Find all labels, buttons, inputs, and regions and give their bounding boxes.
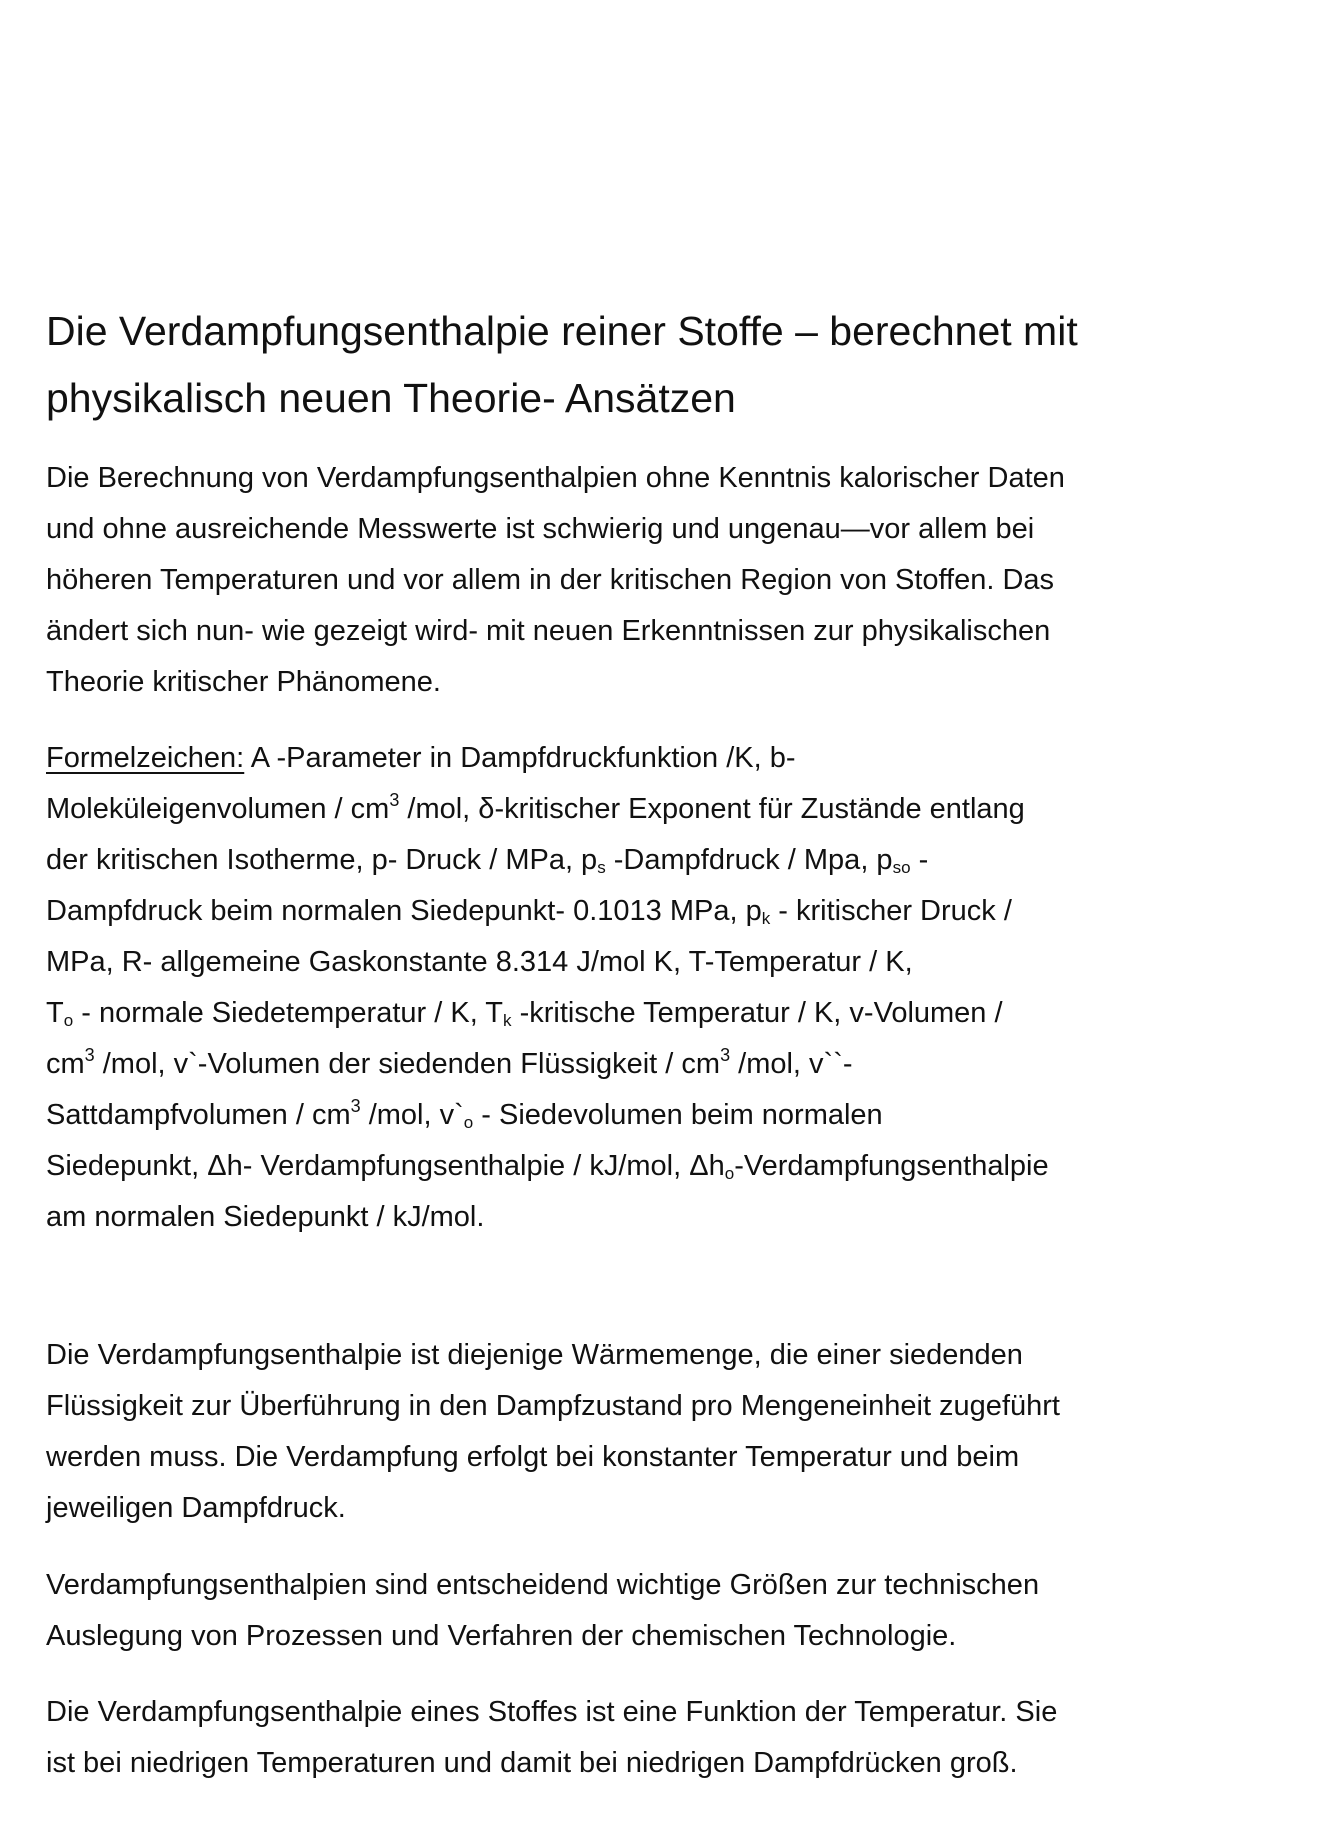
importance-paragraph <box>46 1560 1306 1662</box>
text-segment: Dampfdruck beim normalen Siedepunkt- 0.1013 MPa, p <box>46 895 762 927</box>
text-line: Verdampfungsenthalpien sind entscheidend wichtige Größen zur technischen <box>46 1569 1040 1601</box>
title-line: physikalisch neuen Theorie- Ansätzen <box>46 375 736 421</box>
text-line: werden muss. Die Verdampfung erfolgt bei konstanter Temperatur und beim <box>46 1441 1020 1473</box>
text-segment: /mol, v`-Volumen der siedenden Flüssigkeit / cm <box>94 1048 721 1080</box>
symbols-paragraph <box>46 733 1306 1243</box>
text-line <box>46 988 1306 1039</box>
subscript: so <box>892 858 911 877</box>
text-segment: -Verdampfungsenthalpie <box>734 1150 1049 1182</box>
text-line <box>46 835 1306 886</box>
text-line: MPa, R- allgemeine Gaskonstante 8.314 J/mol K, T-Temperatur / K, <box>46 946 913 978</box>
text-line: Die Verdampfungsenthalpie ist diejenige Wärmemenge, die einer siedenden <box>46 1339 1023 1371</box>
text-line <box>46 784 1306 835</box>
text-segment: /mol, v``- <box>730 1048 853 1080</box>
text-segment: der kritischen Isotherme, p- Druck / MPa, p <box>46 844 598 876</box>
text-line: Flüssigkeit zur Überführung in den Dampfzustand pro Mengeneinheit zugeführt <box>46 1390 1060 1422</box>
text-line <box>46 886 1306 937</box>
text-segment: Moleküleigenvolumen / cm <box>46 793 390 825</box>
subscript: o <box>63 1011 74 1030</box>
intro-paragraph <box>46 453 1306 708</box>
text-line: höheren Temperaturen und vor allem in der kritischen Region von Stoffen. Das <box>46 564 1055 596</box>
text-segment: cm <box>46 1048 85 1080</box>
text-segment: /mol, δ-kritischer Exponent für Zustände entlang <box>399 793 1025 825</box>
document-title <box>46 298 1296 432</box>
text-segment: Sattdampfvolumen / cm <box>46 1099 351 1131</box>
superscript: 3 <box>720 1045 731 1065</box>
text-line <box>46 1090 1306 1141</box>
subscript: o <box>463 1113 474 1132</box>
text-line: Auslegung von Prozessen und Verfahren der chemischen Technologie. <box>46 1620 957 1652</box>
superscript: 3 <box>84 1045 95 1065</box>
text-line: Die Berechnung von Verdampfungsenthalpien ohne Kenntnis kalorischer Daten <box>46 462 1065 494</box>
text-segment: A -Parameter in Dampfdruckfunktion /K, b- <box>244 742 796 774</box>
text-segment: - normale Siedetemperatur / K, T <box>73 997 504 1029</box>
subscript: k <box>503 1011 512 1030</box>
symbols-heading: Formelzeichen: <box>46 742 245 774</box>
text-segment: Siedepunkt, Δh- Verdampfungsenthalpie / kJ/mol, Δh <box>46 1150 725 1182</box>
text-line <box>46 733 1306 784</box>
subscript: o <box>724 1164 735 1183</box>
text-segment: /mol, v` <box>360 1099 464 1131</box>
text-line: am normalen Siedepunkt / kJ/mol. <box>46 1201 485 1233</box>
definition-paragraph <box>46 1330 1306 1534</box>
text-segment: -Dampfdruck / Mpa, p <box>605 844 893 876</box>
superscript: 3 <box>350 1096 361 1116</box>
text-line: ist bei niedrigen Temperaturen und damit bei niedrigen Dampfdrücken groß. <box>46 1747 1018 1779</box>
text-line <box>46 1141 1306 1192</box>
text-line: Theorie kritischer Phänomene. <box>46 666 441 698</box>
text-line <box>46 1039 1306 1090</box>
subscript: k <box>761 909 771 928</box>
text-segment: - <box>910 844 929 876</box>
text-segment: - Siedevolumen beim normalen <box>473 1099 883 1131</box>
temperature-paragraph <box>46 1687 1306 1789</box>
text-line: jeweiligen Dampfdruck. <box>46 1492 346 1524</box>
text-segment: -kritische Temperatur / K, v-Volumen / <box>511 997 1003 1029</box>
subscript: s <box>597 858 606 877</box>
title-line: Die Verdampfungsenthalpie reiner Stoffe – berechnet mit <box>46 308 1078 354</box>
superscript: 3 <box>389 790 400 810</box>
text-line: Die Verdampfungsenthalpie eines Stoffes ist eine Funktion der Temperatur. Sie <box>46 1696 1058 1728</box>
text-segment: - kritischer Druck / <box>770 895 1012 927</box>
text-segment: T <box>46 997 64 1029</box>
text-line: und ohne ausreichende Messwerte ist schwierig und ungenau—vor allem bei <box>46 513 1035 545</box>
text-line: ändert sich nun- wie gezeigt wird- mit neuen Erkenntnissen zur physikalischen <box>46 615 1051 647</box>
